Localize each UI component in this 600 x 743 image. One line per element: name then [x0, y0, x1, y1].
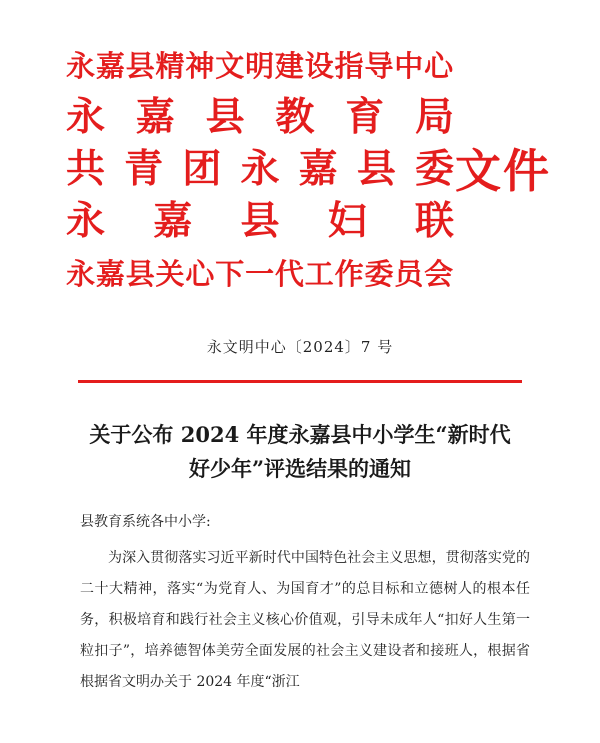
document-number: 永文明中心〔2024〕7 号 [206, 338, 394, 356]
issuer-char: 永 [66, 49, 96, 83]
issuer-char: 局 [415, 95, 455, 140]
issuer-char: 建 [274, 49, 304, 83]
red-divider [78, 380, 522, 383]
issuer-line-1 [66, 40, 454, 92]
issuer-char: 员 [394, 257, 424, 291]
issuer-char: 育 [345, 95, 385, 140]
issuer-char: 教 [275, 95, 315, 140]
issuer-char: 导 [364, 49, 394, 83]
issuer-char: 作 [334, 257, 364, 291]
issuer-char: 嘉 [95, 49, 125, 83]
issuer-line-5 [66, 248, 454, 300]
issuer-char: 团 [182, 147, 222, 192]
issuer-char: 神 [185, 49, 215, 83]
body-paragraph: 为深入贯彻落实习近平新时代中国特色社会主义思想，贯彻落实党的二十大精神，落实“为党育人、为国育才”的总目标和立德树人的根本任务，积极培育和践行社会主义核心价值观，引导未成年人“扣好人生第一粒扣子”，培养德智体美劳全面发展的社会主义建设者和接班人，根据省根据省文明办关于 2024 年度“浙江 [80, 550, 530, 690]
issuer-char: 县 [205, 95, 245, 140]
issuer-line-3 [66, 144, 454, 196]
document-word: 文件 [455, 144, 551, 198]
issuer-char: 会 [424, 257, 454, 291]
issuer-char: 嘉 [298, 147, 338, 192]
issuer-char: 中 [394, 49, 424, 83]
issuer-char: 联 [415, 199, 455, 244]
issuer-char: 设 [304, 49, 334, 83]
salutation: 县教育系统各中小学: [80, 514, 211, 530]
issuer-char: 代 [274, 257, 304, 291]
notice-title-line-1: 关于公布 2024 年度永嘉县中小学生“新时代 [89, 422, 511, 447]
issuer-char: 一 [245, 257, 275, 291]
issuer-char: 妇 [327, 199, 367, 244]
issuer-char: 永 [66, 95, 106, 140]
issuer-char: 共 [66, 147, 106, 192]
issuer-char: 县 [125, 257, 155, 291]
issuer-char: 文 [215, 49, 245, 83]
issuer-char: 嘉 [95, 257, 125, 291]
notice-title-line-2: 好少年”评选结果的通知 [188, 456, 412, 481]
issuer-char: 永 [240, 147, 280, 192]
issuer-char: 县 [125, 49, 155, 83]
issuer-line-4 [66, 196, 454, 248]
issuer-char: 关 [155, 257, 185, 291]
issuer-line-2 [66, 92, 454, 144]
issuer-char: 精 [155, 49, 185, 83]
issuer-char: 心 [185, 257, 215, 291]
issuer-char: 心 [424, 49, 454, 83]
issuer-char: 下 [215, 257, 245, 291]
issuer-char: 县 [356, 147, 396, 192]
issuer-char: 青 [124, 147, 164, 192]
issuer-char: 嘉 [153, 199, 193, 244]
issuer-char: 永 [66, 199, 106, 244]
issuer-char: 永 [66, 257, 96, 291]
issuer-char: 工 [304, 257, 334, 291]
issuer-char: 委 [415, 147, 455, 192]
notice-title [30, 418, 570, 486]
issuer-block [66, 40, 466, 300]
issuer-char: 明 [245, 49, 275, 83]
issuer-char: 嘉 [135, 95, 175, 140]
issuer-char: 委 [364, 257, 394, 291]
issuer-char: 指 [334, 49, 364, 83]
issuer-char: 县 [240, 199, 280, 244]
